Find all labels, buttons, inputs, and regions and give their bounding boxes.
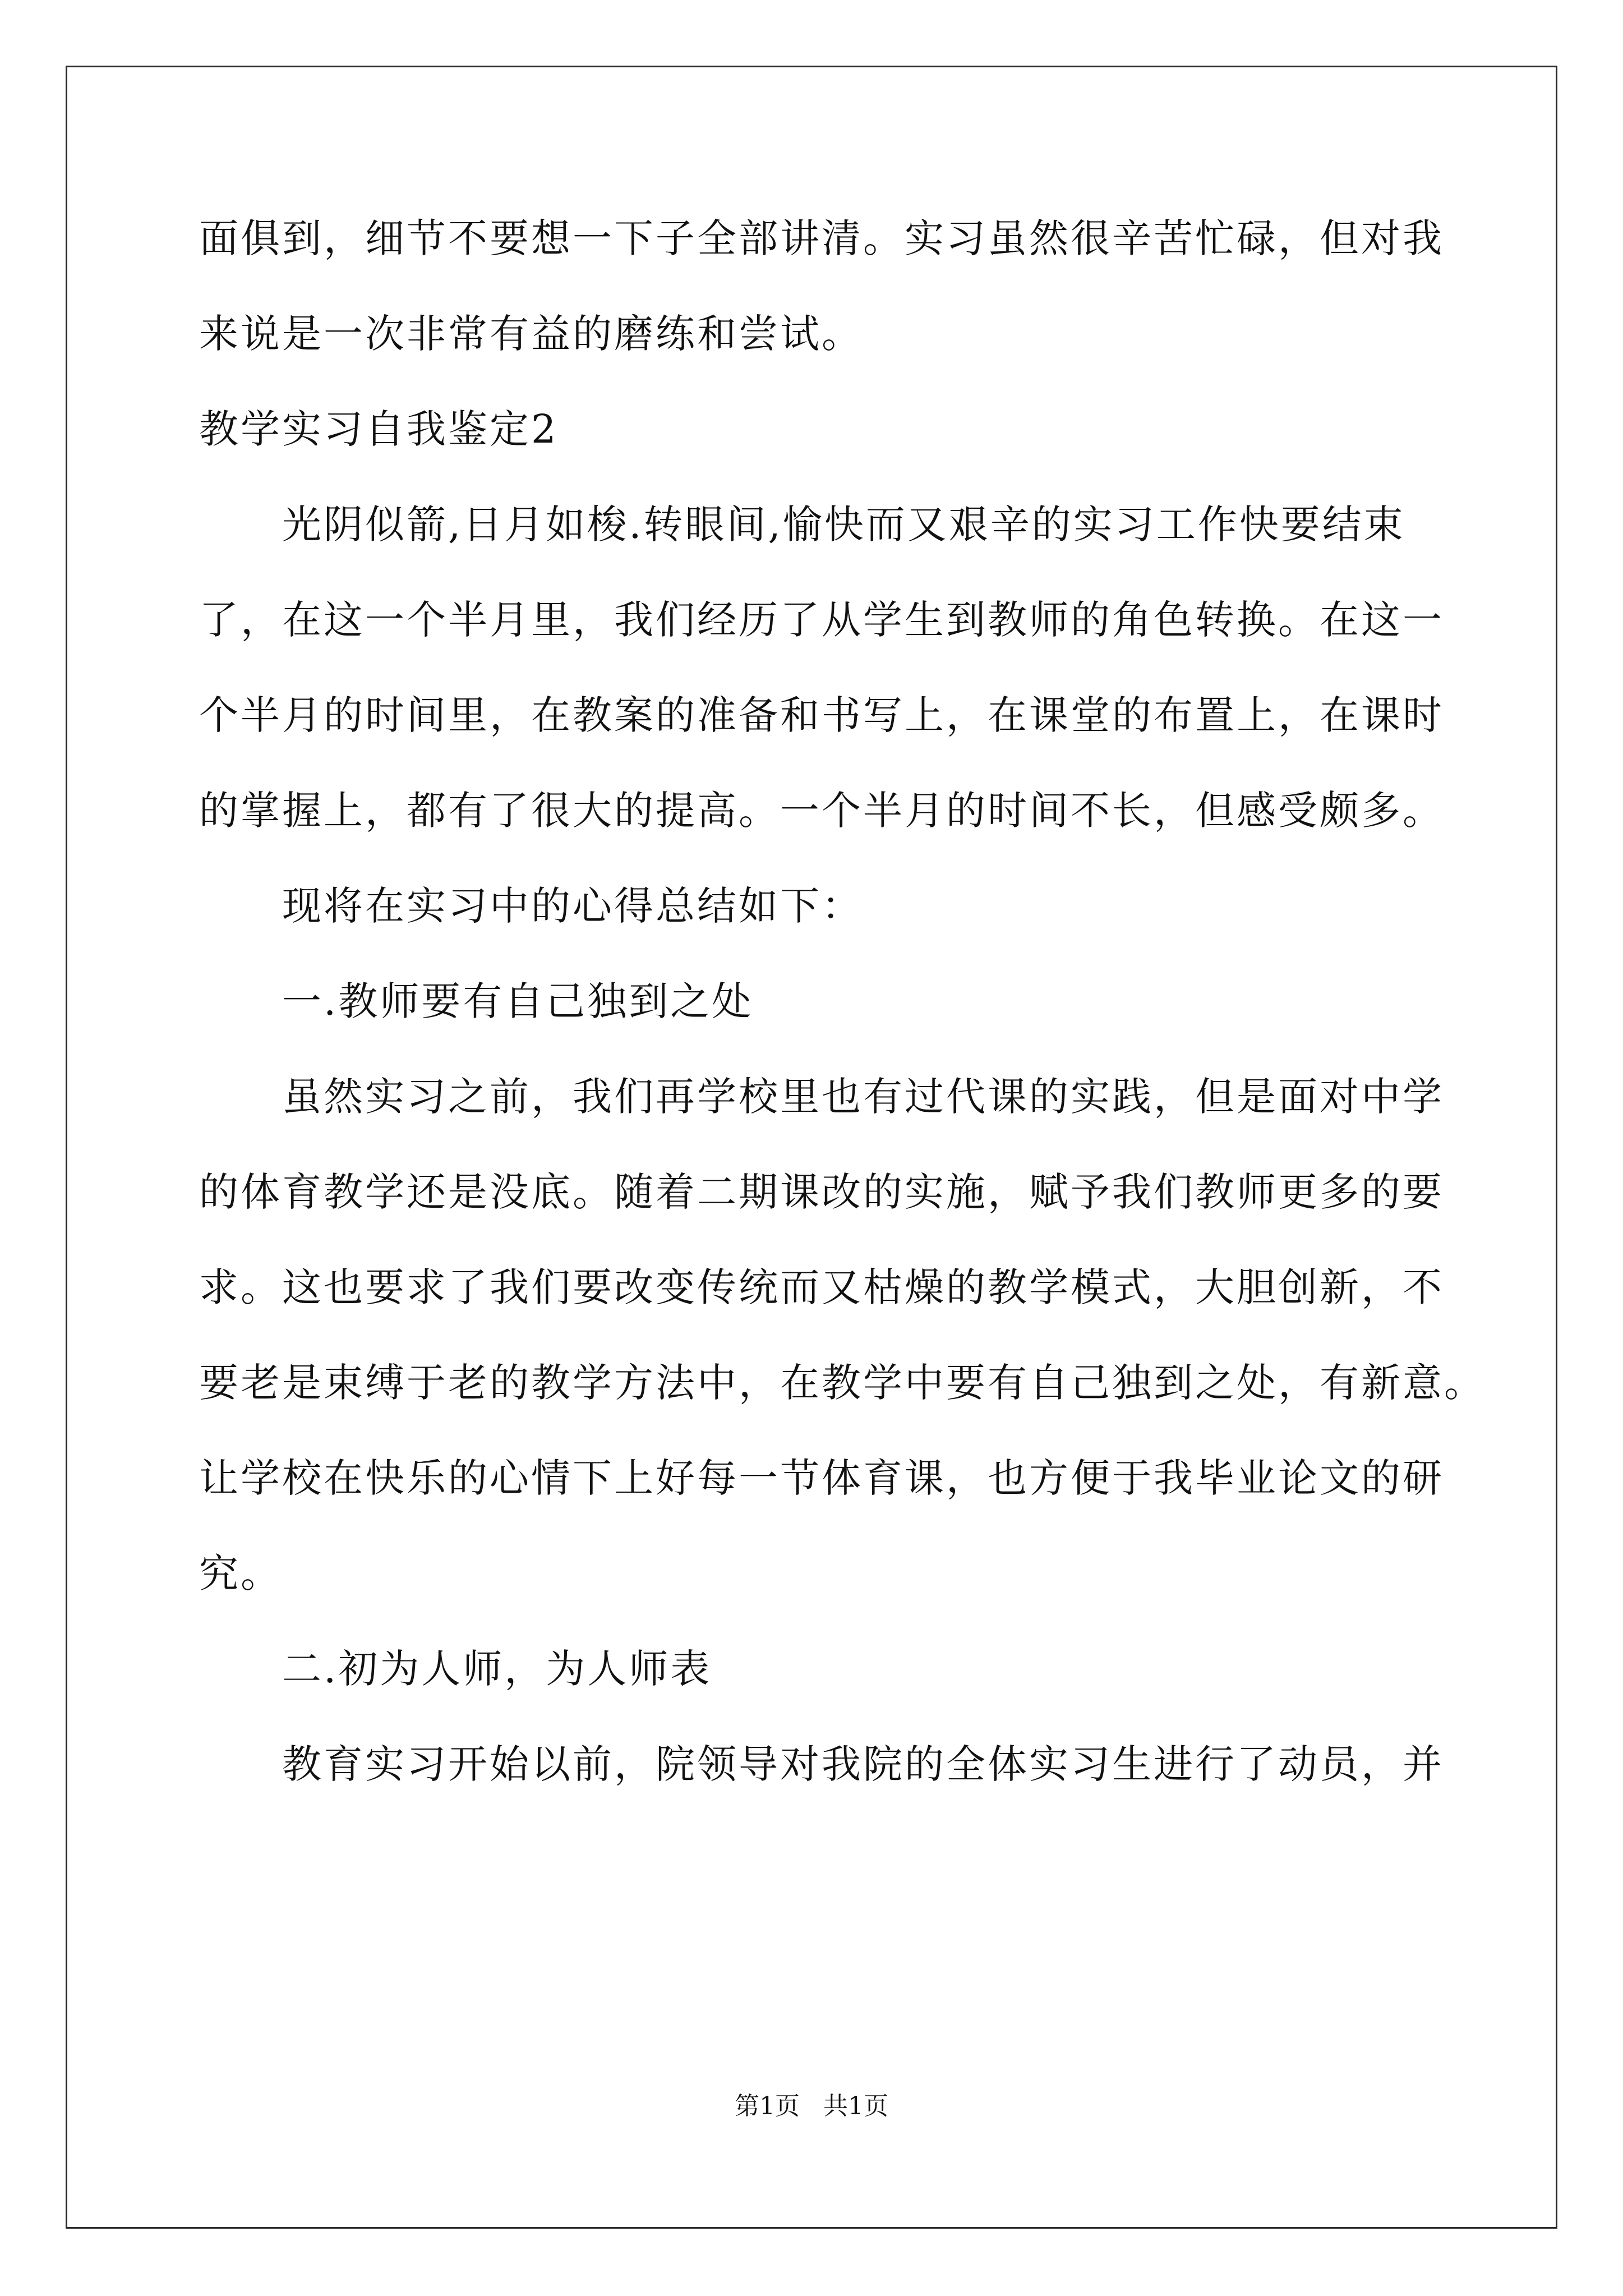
paragraph-line: 来说是一次非常有益的磨练和尝试。 bbox=[199, 311, 863, 357]
paragraph-line: 了，在这一个半月里，我们经历了从学生到教师的角色转换。在这一 bbox=[199, 597, 1444, 643]
paragraph-line: 面俱到，细节不要想一下子全部讲清。实习虽然很辛苦忙碌，但对我 bbox=[199, 215, 1444, 261]
subheading: 二.初为人师，为人师表 bbox=[282, 1646, 712, 1692]
paragraph-line: 现将在实习中的心得总结如下： bbox=[282, 883, 863, 929]
paragraph-line: 虽然实习之前，我们再学校里也有过代课的实践，但是面对中学 bbox=[282, 1074, 1444, 1120]
paragraph-line: 让学校在快乐的心情下上好每一节体育课，也方便于我毕业论文的研 bbox=[199, 1455, 1444, 1501]
paragraph-line: 究。 bbox=[199, 1550, 282, 1596]
page-border bbox=[66, 66, 1557, 2229]
paragraph-line: 的掌握上，都有了很大的提高。一个半月的时间不长，但感受颇多。 bbox=[199, 788, 1444, 834]
subheading: 一.教师要有自己独到之处 bbox=[282, 978, 754, 1024]
page-footer: 第1页 共1页 bbox=[735, 2092, 888, 2120]
paragraph-line: 的体育教学还是没底。随着二期课改的实施，赋予我们教师更多的要 bbox=[199, 1169, 1444, 1215]
paragraph-line: 要老是束缚于老的教学方法中，在教学中要有自己独到之处，有新意。 bbox=[199, 1360, 1486, 1406]
paragraph-line: 教育实习开始以前，院领导对我院的全体实习生进行了动员，并 bbox=[282, 1741, 1444, 1787]
paragraph-line: 光阴似箭,日月如梭.转眼间,愉快而又艰辛的实习工作快要结束 bbox=[282, 501, 1405, 547]
section-heading: 教学实习自我鉴定2 bbox=[199, 406, 559, 452]
paragraph-line: 求。这也要求了我们要改变传统而又枯燥的教学模式，大胆创新，不 bbox=[199, 1264, 1444, 1310]
paragraph-line: 个半月的时间里，在教案的准备和书写上，在课堂的布置上，在课时 bbox=[199, 692, 1444, 738]
